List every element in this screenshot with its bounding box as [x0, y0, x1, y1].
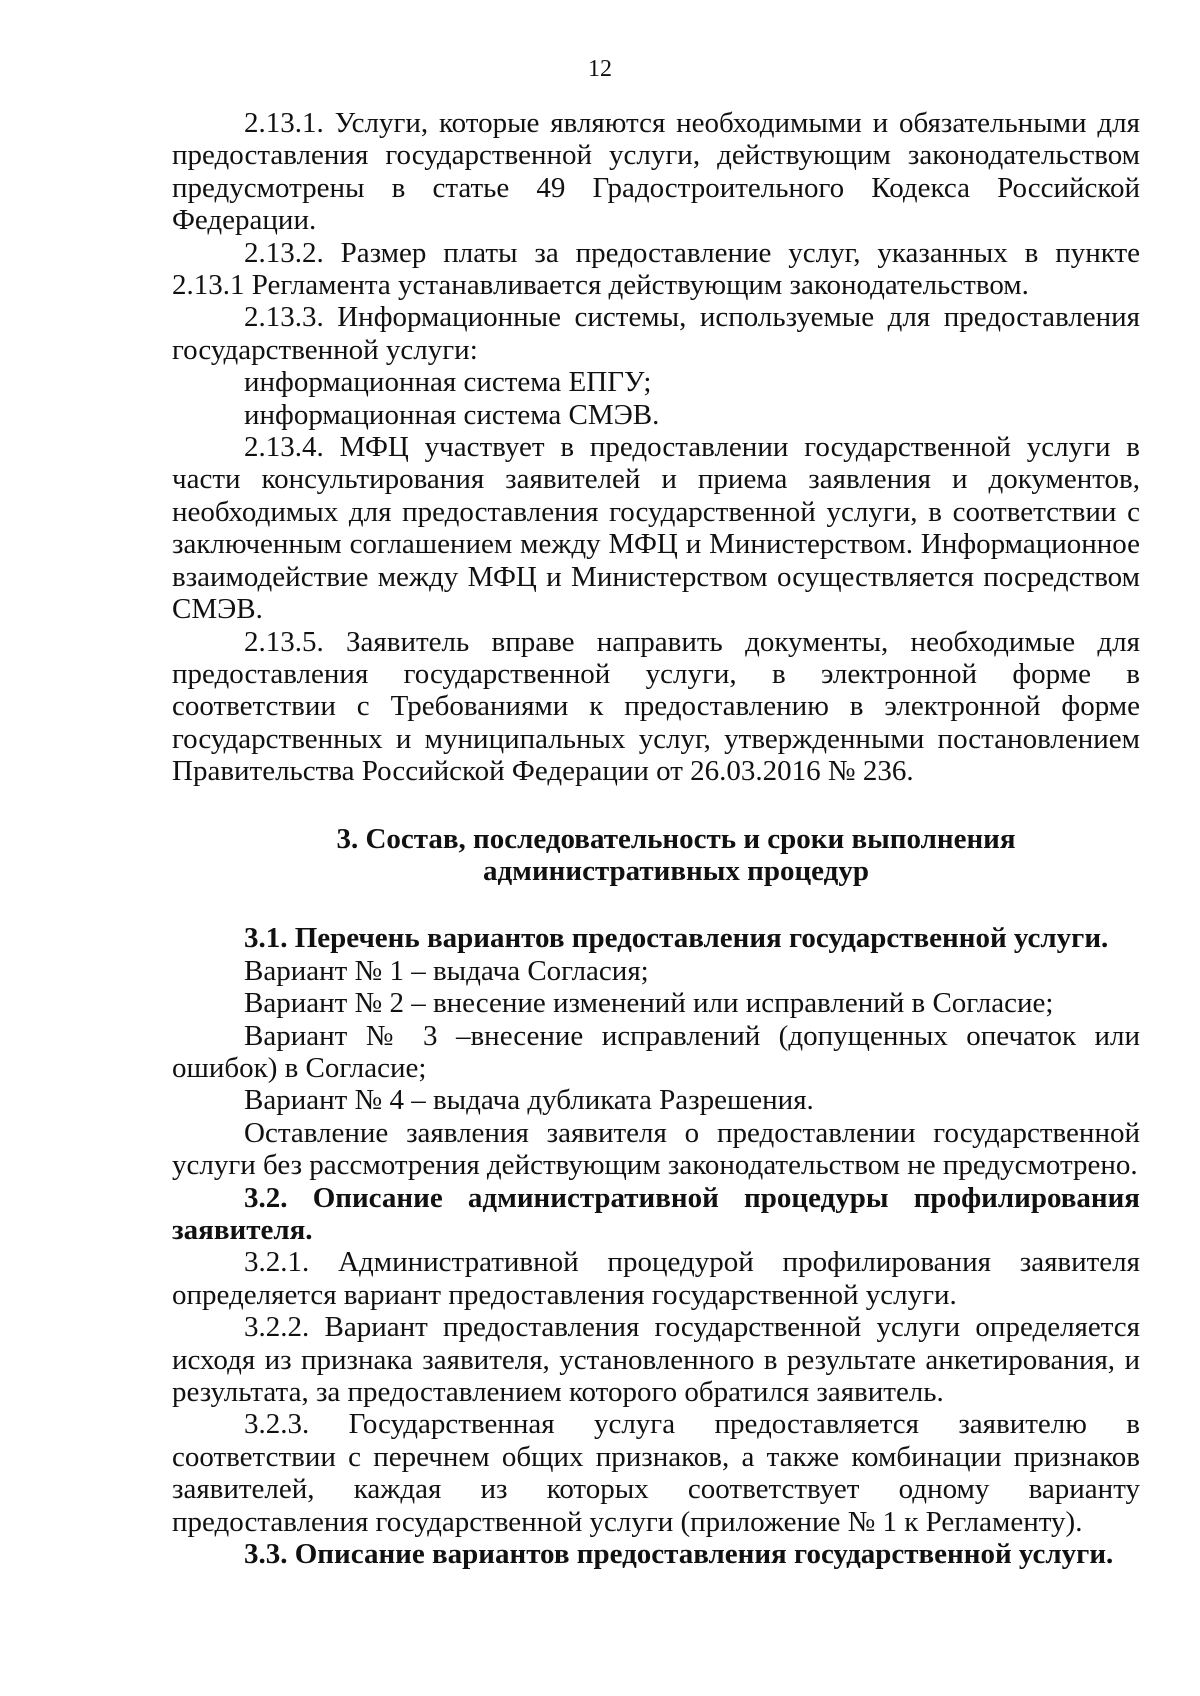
heading-3-3: 3.3. Описание вариантов предоставления государственной услуги. [244, 1538, 1114, 1571]
document-body [172, 107, 1140, 1570]
paragraph-2-13-2: 2.13.2. Размер платы за предоставление услуг, указанных в пункте 2.13.1 Регламента устанавливается действующим законодательством. [172, 236, 1140, 302]
section-3-title [172, 823, 1140, 888]
paragraph-2-13-1: 2.13.1. Услуги, которые являются необходимыми и обязательными для предоставления государственной услуги, действующим законодательством предусмотрены в статье 49 Градостроительного Кодекса Российской Федерации. [172, 107, 1140, 237]
list-item-epgu: информационная система ЕПГУ; [244, 366, 652, 399]
variant-4: Вариант № 4 – выдача дубликата Разрешения. [244, 1084, 814, 1117]
paragraph-2-13-5: 2.13.5. Заявитель вправе направить документы, необходимые для предоставления государственной услуги, в электронной форме в соответствии с Требованиями к предоставлению в электронной форме государственных и муниципальных услуг, утвержденными постановлением Правительства Российской Федерации от 26.03.2016 № 236. [172, 625, 1140, 788]
section-3-title-line2: административных процедур [483, 854, 869, 887]
heading-3-2: 3.2. Описание административной процедуры профилирования заявителя. [172, 1181, 1140, 1246]
paragraph-3-2-1: 3.2.1. Административной процедурой профилирования заявителя определяется вариант предоставления государственной услуги. [172, 1246, 1140, 1311]
paragraph-leave-without-review: Оставление заявления заявителя о предоставлении государственной услуги без рассмотрения действующим законодательством не предусмотрено. [172, 1116, 1140, 1182]
section-3-title-line1: 3. Состав, последовательность и сроки выполнения [336, 822, 1016, 855]
page-number: 12 [588, 56, 612, 82]
variant-1: Вариант № 1 – выдача Согласия; [244, 954, 649, 987]
paragraph-2-13-3: 2.13.3. Информационные системы, используемые для предоставления государственной услуги: [172, 301, 1140, 366]
list-item-smev: информационная система СМЭВ. [244, 398, 660, 431]
paragraph-3-2-3: 3.2.3. Государственная услуга предоставляется заявителю в соответствии с перечнем общих признаков, а также комбинации признаков заявителей, каждая из которых соответствует одному варианту предоставления государственной услуги (приложение № 1 к Регламенту). [172, 1408, 1140, 1538]
paragraph-3-2-2: 3.2.2. Вариант предоставления государственной услуги определяется исходя из признака заявителя, установленного в результате анкетирования, и результата, за предоставлением которого обратился заявитель. [172, 1311, 1140, 1409]
paragraph-2-13-4: 2.13.4. МФЦ участвует в предоставлении государственной услуги в части консультирования заявителей и приема заявления и документов, необходимых для предоставления государственной услуги, в соответствии с заключенным соглашением между МФЦ и Министерством. Информационное взаимодействие между МФЦ и Министерством осуществляется посредством СМЭВ. [172, 431, 1140, 626]
variant-2: Вариант № 2 – внесение изменений или исправлений в Согласие; [244, 987, 1054, 1020]
variant-3: Вариант № 3 –внесение исправлений (допущенных опечаток или ошибок) в Согласие; [172, 1019, 1140, 1084]
heading-3-1: 3.1. Перечень вариантов предоставления государственной услуги. [244, 922, 1109, 955]
